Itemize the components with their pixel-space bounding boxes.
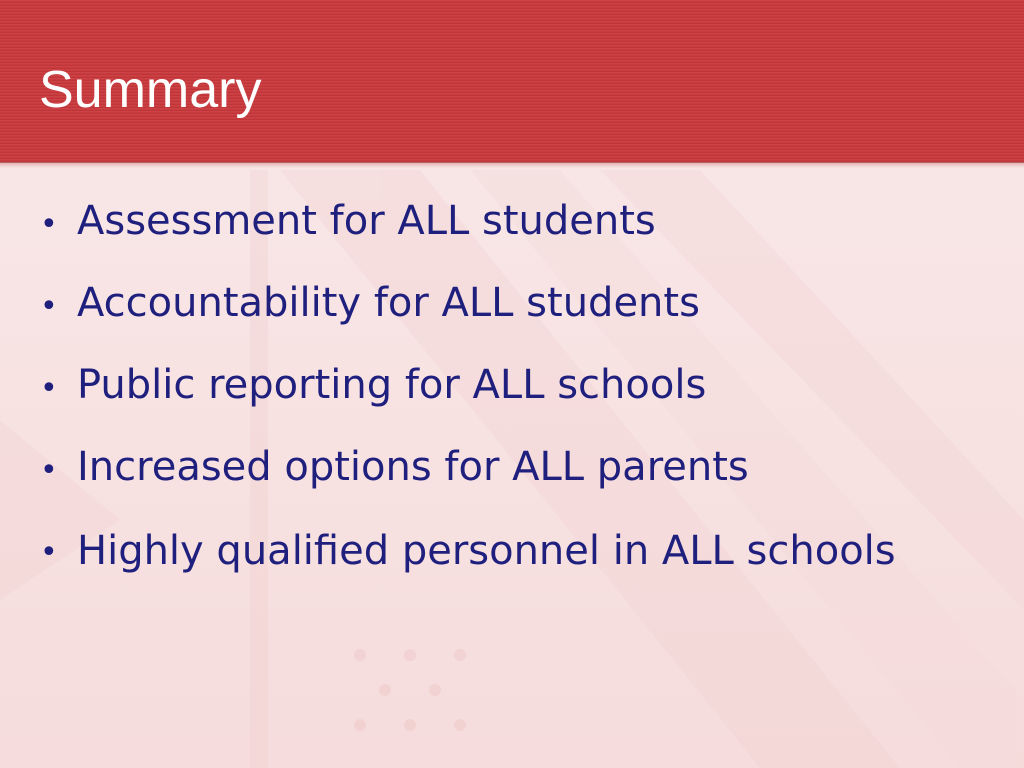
bullet-text: Increased options for ALL parents bbox=[77, 444, 749, 490]
bullet-icon: • bbox=[40, 371, 58, 406]
bullet-item bbox=[40, 278, 920, 328]
bullet-text: Accountability for ALL students bbox=[77, 280, 700, 326]
bullet-list bbox=[40, 196, 920, 610]
bullet-item bbox=[40, 442, 920, 492]
slide-title: Summary bbox=[39, 61, 262, 119]
bullet-text: Public reporting for ALL schools bbox=[77, 362, 707, 408]
bullet-text: Assessment for ALL students bbox=[77, 198, 656, 244]
bullet-icon: • bbox=[40, 289, 58, 324]
bullet-icon: • bbox=[40, 453, 58, 488]
bullet-text: Highly qualified personnel in ALL schools bbox=[77, 528, 896, 574]
bullet-item bbox=[40, 524, 920, 578]
bullet-item bbox=[40, 196, 920, 246]
bullet-icon: • bbox=[40, 535, 58, 570]
title-bar bbox=[0, 0, 1024, 163]
bullet-item bbox=[40, 360, 920, 410]
bullet-icon: • bbox=[40, 207, 58, 242]
